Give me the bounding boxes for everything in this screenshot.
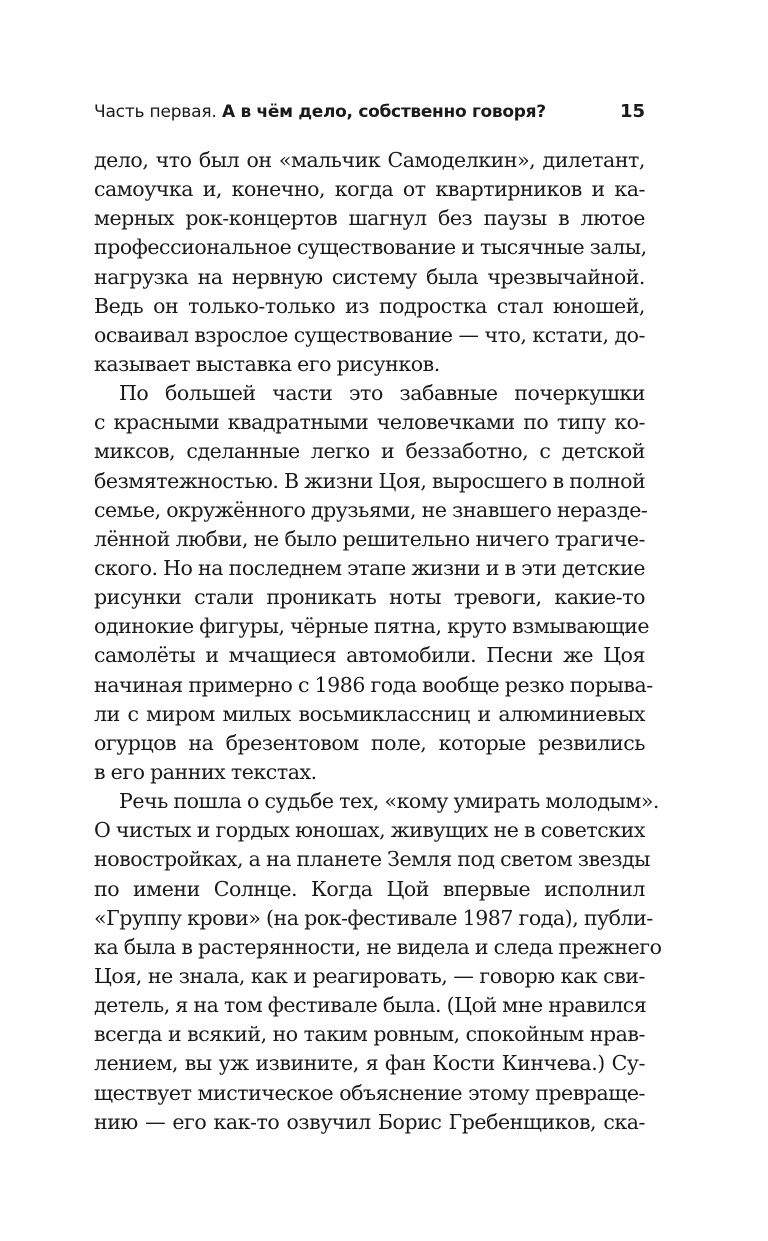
text-line: самолёты и мчащиеся автомобили. Песни же Цоя bbox=[94, 643, 645, 668]
text-line: нию — его как-то озвучил Борис Гребенщиков, ска- bbox=[94, 1109, 645, 1134]
text-line: профессиональное существование и тысячные залы, bbox=[94, 235, 647, 260]
text-line: детель, я на том фестивале была. (Цой мне нравился bbox=[94, 993, 647, 1018]
text-line: Ведь он только-только из подростка стал юношей, bbox=[94, 293, 645, 318]
text-line: ского. Но на последнем этапе жизни и в эти детские bbox=[94, 555, 645, 580]
text-line: нагрузка на нервную систему была чрезвычайной. bbox=[94, 264, 645, 289]
text-line: лённой любви, не было решительно ничего трагиче- bbox=[94, 526, 645, 551]
text-line: самоучка и, конечно, когда от квартирников и ка- bbox=[94, 177, 645, 202]
body-text bbox=[94, 146, 662, 1137]
text-line: ка была в растерянности, не видела и следа прежнего bbox=[94, 934, 662, 959]
text-line: казывает выставка его рисунков. bbox=[94, 351, 440, 376]
text-line: в его ранних текстах. bbox=[94, 759, 317, 784]
text-line: мерных рок-концертов шагнул без паузы в лютое bbox=[94, 206, 645, 231]
text-line: одинокие фигуры, чёрные пятна, круто взмывающие bbox=[94, 614, 650, 639]
text-line: ли с миром милых восьмиклассниц и алюминиевых bbox=[94, 701, 645, 726]
text-line: безмятежностью. В жизни Цоя, выросшего в полной bbox=[94, 468, 646, 493]
text-line: с красными квадратными человечками по типу ко- bbox=[94, 410, 645, 435]
paragraph bbox=[94, 787, 662, 1137]
paragraph bbox=[94, 146, 645, 379]
text-line: «Группу крови» (на рок-фестивале 1987 года), публи- bbox=[94, 905, 653, 930]
running-header bbox=[94, 97, 645, 127]
text-line: начиная примерно с 1986 года вообще резко порыва- bbox=[94, 672, 653, 697]
text-line: огурцов на брезентовом поле, которые резвились bbox=[94, 730, 645, 755]
text-line: осваивал взрослое существование — что, кстати, до- bbox=[94, 322, 645, 347]
text-line: лением, вы уж извините, я фан Кости Кинчева.) Су- bbox=[94, 1051, 645, 1076]
text-line: семье, окружённого друзьями, не знавшего нераздe- bbox=[94, 497, 648, 522]
text-line: рисунки стали проникать ноты тревоги, какие-то bbox=[94, 585, 645, 610]
text-line: Речь пошла о судьбе тех, «кому умирать молодым». bbox=[119, 789, 659, 814]
text-line: новостройках, а на планете Земля под светом звезды bbox=[94, 847, 651, 872]
text-line: дело, что был он «мальчик Самоделкин», дилетант, bbox=[94, 148, 645, 172]
text-line: Цоя, не знала, как и реагировать, — говорю как сви- bbox=[94, 963, 645, 988]
header-part: Часть первая. bbox=[94, 102, 217, 122]
paragraph bbox=[94, 379, 653, 787]
text-line: миксов, сделанные легко и беззаботно, с детской bbox=[94, 439, 645, 464]
text-line: ществует мистическое объяснение этому превраще- bbox=[94, 1080, 645, 1105]
page-number: 15 bbox=[619, 101, 645, 122]
header-chapter-title: А в чём дело, собственно говоря? bbox=[221, 102, 546, 122]
text-line: всегда и всякий, но таким ровным, спокойным нрав- bbox=[94, 1022, 645, 1047]
text-line: О чистых и гордых юношах, живущих не в советских bbox=[94, 818, 645, 843]
text-line: По большей части это забавные почеркушки bbox=[119, 381, 645, 406]
text-line: по имени Солнце. Когда Цой впервые исполнил bbox=[94, 876, 645, 901]
